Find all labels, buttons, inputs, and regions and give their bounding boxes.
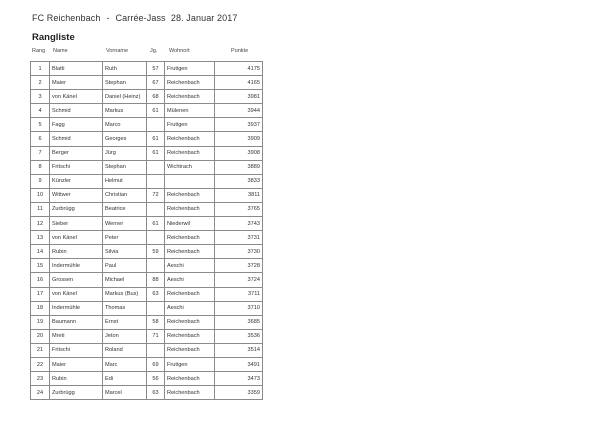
place-cell: Reichenbach (165, 90, 215, 104)
age-cell (147, 174, 165, 188)
place-cell: Reichenbach (165, 372, 215, 386)
firstname-cell: Stephan (103, 160, 147, 174)
points-cell: 3491 (215, 357, 263, 371)
rank-cell: 19 (31, 315, 50, 329)
rank-cell: 7 (31, 146, 50, 160)
table-row (31, 372, 263, 386)
name-cell: Künzler (50, 174, 103, 188)
place-cell: Reichenbach (165, 132, 215, 146)
place-cell: Reichenbach (165, 245, 215, 259)
firstname-cell: Georges (103, 132, 147, 146)
name-cell: Maier (50, 76, 103, 90)
table-row (31, 217, 263, 231)
firstname-cell: Werner (103, 217, 147, 231)
points-cell: 3908 (215, 146, 263, 160)
place-cell: Reichenbach (165, 76, 215, 90)
age-cell (147, 160, 165, 174)
table-row (31, 301, 263, 315)
place-cell (165, 174, 215, 188)
points-cell: 3811 (215, 188, 263, 202)
name-cell: von Känel (50, 90, 103, 104)
table-row (31, 188, 263, 202)
rank-cell: 15 (31, 259, 50, 273)
table-row (31, 329, 263, 343)
name-cell: Baumann (50, 315, 103, 329)
table-row (31, 386, 263, 400)
age-cell: 59 (147, 245, 165, 259)
age-cell: 72 (147, 188, 165, 202)
place-cell: Frutigen (165, 357, 215, 371)
name-cell: Berger (50, 146, 103, 160)
firstname-cell: Daniel (Heinz) (103, 90, 147, 104)
table-row (31, 76, 263, 90)
points-cell: 3710 (215, 301, 263, 315)
age-cell (147, 301, 165, 315)
age-cell (147, 259, 165, 273)
rank-cell: 17 (31, 287, 50, 301)
column-headers (30, 48, 262, 58)
age-cell (147, 343, 165, 357)
place-cell: Frutigen (165, 62, 215, 76)
age-cell (147, 202, 165, 216)
place-cell: Reichenbach (165, 202, 215, 216)
col-header-points: Punkte (231, 48, 249, 54)
place-cell: Aeschi (165, 273, 215, 287)
name-cell: Grossen (50, 273, 103, 287)
age-cell: 61 (147, 217, 165, 231)
points-cell: 3765 (215, 202, 263, 216)
firstname-cell: Markus (Bus) (103, 287, 147, 301)
points-cell: 3743 (215, 217, 263, 231)
age-cell (147, 231, 165, 245)
place-cell: Reichenbach (165, 188, 215, 202)
rank-cell: 4 (31, 104, 50, 118)
rank-cell: 6 (31, 132, 50, 146)
points-cell: 3889 (215, 160, 263, 174)
points-cell: 3981 (215, 90, 263, 104)
age-cell: 68 (147, 90, 165, 104)
points-cell: 3724 (215, 273, 263, 287)
firstname-cell: Thomas (103, 301, 147, 315)
col-header-age: Jg. (150, 48, 158, 54)
place-cell: Frutigen (165, 118, 215, 132)
table-row (31, 146, 263, 160)
age-cell: 63 (147, 386, 165, 400)
age-cell: 61 (147, 146, 165, 160)
rank-cell: 9 (31, 174, 50, 188)
col-header-firstname: Vorname (106, 48, 129, 54)
table-row (31, 315, 263, 329)
firstname-cell: Peter (103, 231, 147, 245)
table-row (31, 343, 263, 357)
firstname-cell: Paul (103, 259, 147, 273)
name-cell: Maier (50, 357, 103, 371)
firstname-cell: Beatrice (103, 202, 147, 216)
table-row (31, 357, 263, 371)
age-cell: 56 (147, 372, 165, 386)
firstname-cell: Roland (103, 343, 147, 357)
event-name: Carrée-Jass (115, 13, 166, 23)
age-cell: 67 (147, 76, 165, 90)
place-cell: Reichenbach (165, 146, 215, 160)
rank-cell: 1 (31, 62, 50, 76)
firstname-cell: Markus (103, 104, 147, 118)
rank-cell: 20 (31, 329, 50, 343)
place-cell: Reichenbach (165, 343, 215, 357)
firstname-cell: Jürg (103, 146, 147, 160)
place-cell: Reichenbach (165, 329, 215, 343)
rank-cell: 10 (31, 188, 50, 202)
rank-cell: 5 (31, 118, 50, 132)
age-cell (147, 118, 165, 132)
points-cell: 3473 (215, 372, 263, 386)
points-cell: 3730 (215, 245, 263, 259)
points-cell: 4175 (215, 62, 263, 76)
name-cell: Zurbrügg (50, 202, 103, 216)
name-cell: Zurbrügg (50, 386, 103, 400)
firstname-cell: Edi (103, 372, 147, 386)
table-row (31, 132, 263, 146)
rank-cell: 24 (31, 386, 50, 400)
name-cell: Indermühle (50, 259, 103, 273)
table-row (31, 118, 263, 132)
name-cell: Indermühle (50, 301, 103, 315)
place-cell: Aeschi (165, 301, 215, 315)
place-cell: Reichenbach (165, 231, 215, 245)
name-cell: Sieber (50, 217, 103, 231)
ranking-title: Rangliste (32, 32, 75, 43)
place-cell: Wichtrach (165, 160, 215, 174)
age-cell: 58 (147, 315, 165, 329)
place-cell: Reichenbach (165, 386, 215, 400)
place-cell: Reichenbach (165, 287, 215, 301)
table-row (31, 160, 263, 174)
table-row (31, 231, 263, 245)
firstname-cell: Michael (103, 273, 147, 287)
points-cell: 3514 (215, 343, 263, 357)
points-cell: 3731 (215, 231, 263, 245)
table-row (31, 273, 263, 287)
rank-cell: 11 (31, 202, 50, 216)
table-row (31, 62, 263, 76)
age-cell: 69 (147, 357, 165, 371)
place-cell: Aeschi (165, 259, 215, 273)
name-cell: Wittwer (50, 188, 103, 202)
points-cell: 3359 (215, 386, 263, 400)
table-row (31, 104, 263, 118)
points-cell: 3711 (215, 287, 263, 301)
points-cell: 3937 (215, 118, 263, 132)
rank-cell: 16 (31, 273, 50, 287)
table-row (31, 259, 263, 273)
name-cell: Mreti (50, 329, 103, 343)
age-cell: 88 (147, 273, 165, 287)
rank-cell: 3 (31, 90, 50, 104)
rank-cell: 14 (31, 245, 50, 259)
firstname-cell: Jeton (103, 329, 147, 343)
points-cell: 3909 (215, 132, 263, 146)
firstname-cell: Marco (103, 118, 147, 132)
name-cell: Fagg (50, 118, 103, 132)
age-cell: 61 (147, 132, 165, 146)
col-header-name: Name (53, 48, 68, 54)
rank-cell: 18 (31, 301, 50, 315)
rank-cell: 12 (31, 217, 50, 231)
name-cell: Schmid (50, 104, 103, 118)
points-cell: 3833 (215, 174, 263, 188)
firstname-cell: Helmut (103, 174, 147, 188)
points-cell: 3728 (215, 259, 263, 273)
event-date: 28. Januar 2017 (170, 13, 238, 23)
name-cell: Fritschi (50, 343, 103, 357)
header-separator: - (106, 13, 110, 23)
ranking-table-body (31, 62, 263, 400)
name-cell: von Känel (50, 231, 103, 245)
firstname-cell: Christian (103, 188, 147, 202)
firstname-cell: Ruth (103, 62, 147, 76)
table-row (31, 90, 263, 104)
firstname-cell: Marcel (103, 386, 147, 400)
page-header (32, 13, 237, 23)
name-cell: Blatti (50, 62, 103, 76)
col-header-place: Wohnort (169, 48, 190, 54)
points-cell: 3536 (215, 329, 263, 343)
rank-cell: 22 (31, 357, 50, 371)
col-header-rank: Rang (32, 48, 46, 54)
firstname-cell: Marc (103, 357, 147, 371)
place-cell: Niederwil (165, 217, 215, 231)
points-cell: 4165 (215, 76, 263, 90)
table-row (31, 245, 263, 259)
age-cell: 63 (147, 287, 165, 301)
points-cell: 3944 (215, 104, 263, 118)
place-cell: Mülenen (165, 104, 215, 118)
name-cell: Schmid (50, 132, 103, 146)
firstname-cell: Ernst (103, 315, 147, 329)
table-row (31, 174, 263, 188)
age-cell: 61 (147, 104, 165, 118)
firstname-cell: Stephan (103, 76, 147, 90)
name-cell: Rubin (50, 245, 103, 259)
age-cell: 71 (147, 329, 165, 343)
rank-cell: 8 (31, 160, 50, 174)
name-cell: Fritschi (50, 160, 103, 174)
ranking-table (30, 61, 263, 400)
firstname-cell: Silvia (103, 245, 147, 259)
rank-cell: 23 (31, 372, 50, 386)
place-cell: Reichenbach (165, 315, 215, 329)
rank-cell: 21 (31, 343, 50, 357)
club-name: FC Reichenbach (32, 13, 101, 23)
rank-cell: 13 (31, 231, 50, 245)
name-cell: Rubin (50, 372, 103, 386)
table-row (31, 287, 263, 301)
name-cell: von Känel (50, 287, 103, 301)
points-cell: 3685 (215, 315, 263, 329)
rank-cell: 2 (31, 76, 50, 90)
age-cell: 57 (147, 62, 165, 76)
table-row (31, 202, 263, 216)
